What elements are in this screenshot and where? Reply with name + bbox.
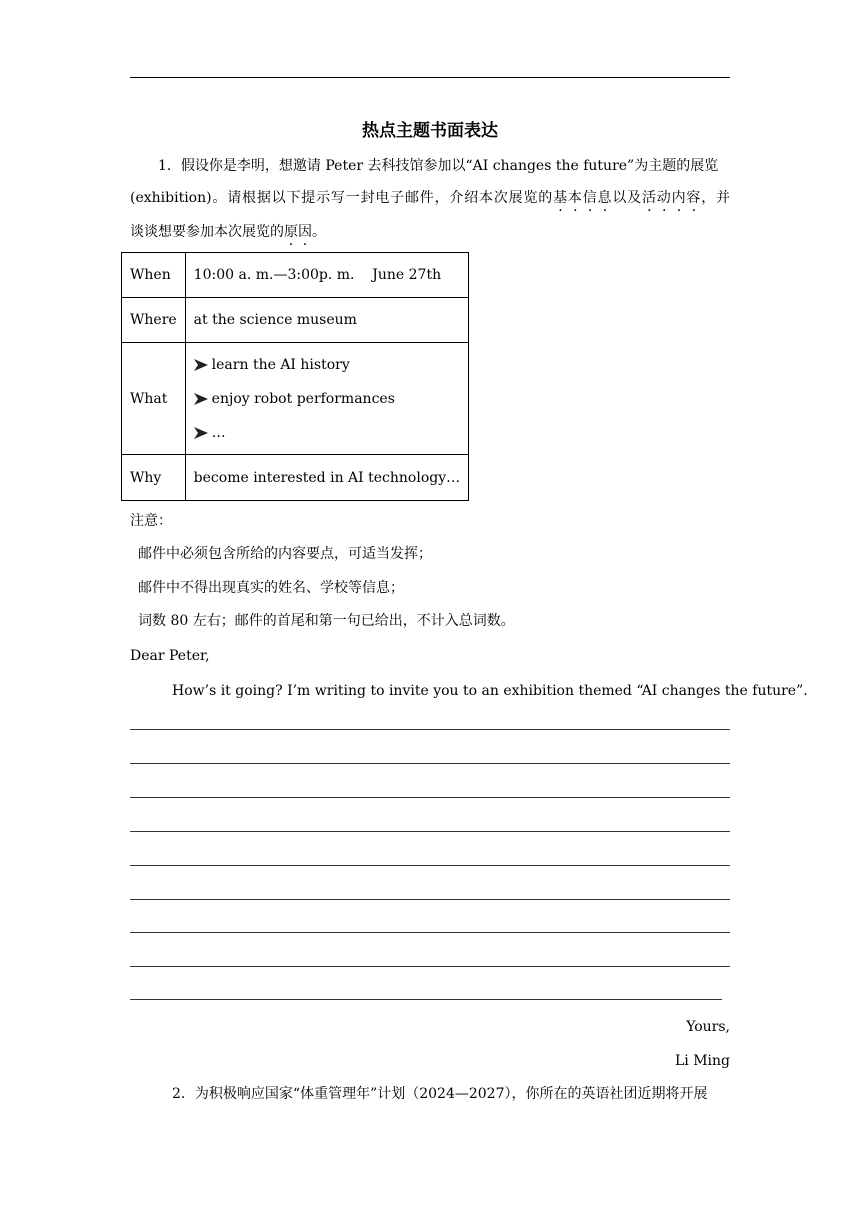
task1-prompt-a: 假设你是李明，想邀请 Peter 去科技馆参加以“AI changes the future”为主题的展览 xyxy=(180,158,719,174)
dotted-text-reason xyxy=(284,224,312,240)
task2-number: 2． xyxy=(172,1086,195,1102)
task1-prompt-c3: 。 xyxy=(312,224,326,240)
what-item-text: … xyxy=(211,424,226,441)
notes-heading: 注意： xyxy=(130,513,172,529)
answer-blank-line[interactable] xyxy=(130,932,730,933)
table-row-what xyxy=(122,343,469,455)
letter-first-sentence: How’s it going? I’m writing to invite you to an exhibition themed “AI changes the future”. xyxy=(172,683,808,699)
cell-why-label: Why xyxy=(122,455,186,501)
arrow-bullet-icon xyxy=(194,393,212,405)
what-item xyxy=(194,348,460,382)
emphasis-char: 因 xyxy=(298,224,312,240)
cell-what-value xyxy=(185,343,468,455)
emphasis-char: 内 xyxy=(671,190,687,206)
cell-when-label: When xyxy=(122,253,186,298)
task1-prompt-line1 xyxy=(130,156,730,176)
note-item: 邮件中必须包含所给的内容要点，可适当发挥； xyxy=(138,546,432,562)
note-item: 词数 80 左右；邮件的首尾和第一句已给出，不计入总词数。 xyxy=(138,613,515,629)
task1-prompt-b1: (exhibition)。请根据以下提示写一封电子邮件，介绍本次展览的 xyxy=(130,190,554,206)
cell-where-value: at the science museum xyxy=(185,298,468,343)
what-item xyxy=(194,416,460,450)
emphasis-char: 本 xyxy=(567,190,583,206)
cell-when-value: 10:00 a. m.—3:00p. m. June 27th xyxy=(185,253,468,298)
cell-what-label: What xyxy=(122,343,186,455)
what-item xyxy=(194,382,460,416)
letter-salutation: Dear Peter, xyxy=(130,648,210,664)
table-row-when xyxy=(122,253,469,298)
letter-signature: Li Ming xyxy=(674,1053,730,1069)
answer-blank-line[interactable] xyxy=(130,966,730,967)
answer-blank-line[interactable] xyxy=(130,999,722,1000)
letter-closing: Yours, xyxy=(686,1019,730,1035)
task1-prompt-b3: 以及 xyxy=(612,190,642,206)
info-table xyxy=(121,252,469,501)
emphasis-char: 基 xyxy=(553,190,568,206)
cell-why-value: become interested in AI technology… xyxy=(185,455,468,501)
answer-blank-line[interactable] xyxy=(130,831,730,832)
task1-number: 1． xyxy=(158,158,181,174)
header-rule xyxy=(130,77,730,78)
what-item-text: enjoy robot performances xyxy=(211,390,395,407)
answer-blank-line[interactable] xyxy=(130,865,730,866)
answer-blank-line[interactable] xyxy=(130,797,730,798)
arrow-bullet-icon xyxy=(194,359,212,371)
emphasis-char: 活 xyxy=(641,190,657,206)
emphasis-activities xyxy=(642,190,701,206)
task1-prompt-line3 xyxy=(130,222,730,242)
emphasis-char: 容 xyxy=(686,190,702,206)
task1-prompt-b5: ，并 xyxy=(701,190,731,206)
emphasis-char: 息 xyxy=(597,190,613,206)
task1-prompt-line2 xyxy=(130,188,730,208)
dotted-text-basic-info xyxy=(553,190,612,206)
emphasis-basic-info xyxy=(553,190,612,206)
answer-blank-line[interactable] xyxy=(130,763,730,764)
emphasis-char: 信 xyxy=(582,190,598,206)
task1-prompt-c1: 谈谈想要参加本次展览的 xyxy=(130,224,284,240)
cell-where-label: Where xyxy=(122,298,186,343)
page-title: 热点主题书面表达 xyxy=(362,121,498,141)
arrow-bullet-icon xyxy=(194,427,212,439)
task2-prompt-text: 为积极响应国家“体重管理年”计划（2024—2027），你所在的英语社团近期将开展 xyxy=(194,1086,708,1102)
table-row-why xyxy=(122,455,469,501)
emphasis-char: 动 xyxy=(656,190,672,206)
note-item: 邮件中不得出现真实的姓名、学校等信息； xyxy=(138,580,404,596)
dotted-text-activities xyxy=(642,190,701,206)
answer-blank-line[interactable] xyxy=(130,899,730,900)
table-row-where xyxy=(122,298,469,343)
answer-blank-line[interactable] xyxy=(130,729,730,730)
emphasis-char: 原 xyxy=(284,224,298,240)
what-item-text: learn the AI history xyxy=(211,356,350,373)
task2-prompt xyxy=(130,1084,730,1104)
